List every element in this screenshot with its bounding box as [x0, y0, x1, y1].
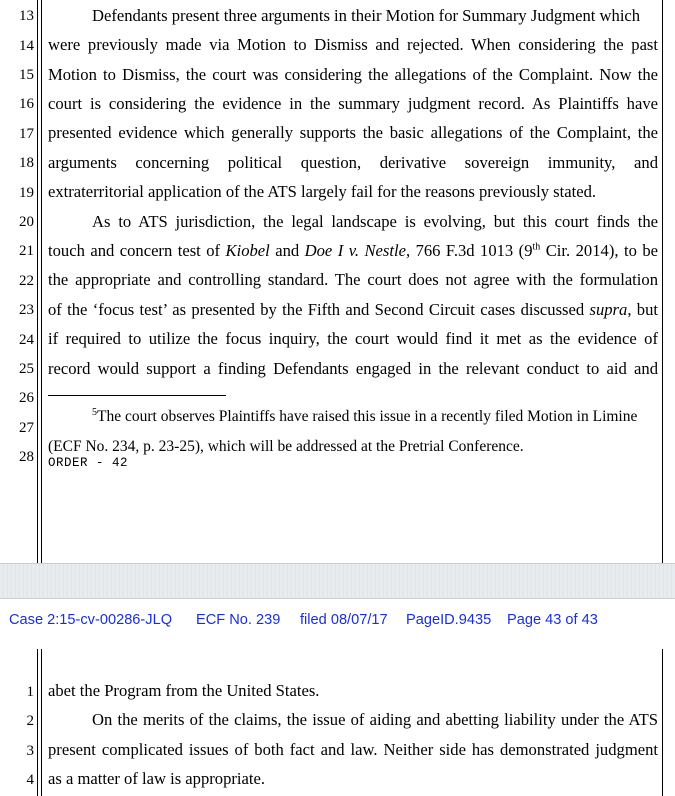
line-number: 23 [19, 302, 34, 318]
text-line: Motion to Dismiss, the court was considering the allegations of the Complaint. Now the [48, 65, 658, 84]
line-number: 4 [26, 772, 34, 788]
line-number: 17 [19, 126, 34, 142]
left-margin-rule-outer [37, 649, 38, 796]
text-line: present complicated issues of both fact and law. Neither side has demonstrated judgment [48, 740, 658, 759]
text-line: arguments concerning political question, derivative sovereign immunity, and [48, 153, 658, 172]
line-number: 16 [19, 96, 34, 112]
line-number: 14 [19, 38, 34, 54]
line-number: 25 [19, 361, 34, 377]
line-number: 18 [19, 155, 34, 171]
text-run: touch and concern test of [48, 241, 226, 260]
case-number: Case 2:15-cv-00286-JLQ [9, 612, 173, 628]
text-line: the appropriate and controlling standard. The court does not agree with the formulation [48, 270, 658, 289]
text-line: if required to utilize the focus inquiry, the court would find it met as the evidence of [48, 329, 658, 348]
ordinal-superscript: th [532, 241, 541, 253]
text-run: Cir. 2014), to be [540, 241, 658, 260]
right-margin-rule [662, 0, 663, 563]
line-number: 27 [19, 420, 34, 436]
text-line: presented evidence which generally supports the basic allegations of the Complaint, the [48, 123, 658, 142]
case-name-kiobel: Kiobel [225, 241, 270, 260]
line-number: 13 [19, 8, 34, 24]
line-number: 3 [26, 743, 34, 759]
text-run: and [269, 241, 305, 260]
filed-date: filed 08/07/17 [300, 612, 388, 628]
page-footer-order: ORDER - 42 [48, 456, 129, 470]
left-margin-rule-inner [41, 649, 42, 796]
text-line-citation [48, 241, 658, 261]
text-line: court is considering the evidence in the summary judgment record. As Plaintiffs have [48, 94, 658, 113]
page-id: PageID.9435 [406, 612, 492, 628]
text-line: as a matter of law is appropriate. [48, 769, 266, 788]
supra-italic: supra [589, 300, 628, 319]
line-number: 19 [19, 185, 34, 201]
left-margin-rule-inner [41, 0, 42, 563]
left-margin-rule-outer [37, 0, 38, 563]
text-run: , 766 F.3d 1013 (9 [405, 241, 533, 260]
text-run: of the ‘focus test’ as presented by the Fifth and Second Circuit cases discussed [48, 300, 590, 319]
text-run: , but [627, 300, 658, 319]
text-line: were previously made via Motion to Dismiss and rejected. When considering the past [48, 35, 658, 54]
line-number: 15 [19, 67, 34, 83]
page-separator [0, 563, 675, 599]
text-line [48, 300, 658, 320]
line-number: 24 [19, 332, 34, 348]
text-line: abet the Program from the United States. [48, 681, 320, 700]
text-line: record would support a finding Defendants engaged in the relevant conduct to aid and [48, 359, 658, 378]
line-number: 20 [19, 214, 34, 230]
footnote-marker: 5 [92, 406, 97, 418]
ecf-number: ECF No. 239 [196, 612, 281, 628]
footnote-text: The court observes Plaintiffs have raised this issue in a recently filed Motion in Limine [97, 408, 638, 425]
right-margin-rule [662, 649, 663, 796]
footnote-line: (ECF No. 234, p. 23-25), which will be addressed at the Pretrial Conference. [48, 438, 524, 455]
footnote-line [92, 407, 658, 426]
footnote-separator [48, 395, 226, 396]
text-line: As to ATS jurisdiction, the legal landscape is evolving, but this court finds the [92, 212, 658, 231]
document-page-43 [0, 597, 675, 796]
line-number: 2 [26, 713, 34, 729]
line-number: 21 [19, 243, 34, 259]
text-line: Defendants present three arguments in their Motion for Summary Judgment which [92, 6, 641, 25]
line-number: 1 [26, 684, 34, 700]
line-number: 26 [19, 390, 34, 406]
text-line: extraterritorial application of the ATS largely fail for the reasons previously stated. [48, 182, 597, 201]
case-name-nestle: Doe I v. Nestle [304, 241, 406, 260]
text-line: On the merits of the claims, the issue of aiding and abetting liability under the ATS [92, 710, 658, 729]
line-number: 28 [19, 449, 34, 465]
page-count: Page 43 of 43 [507, 612, 598, 628]
line-number: 22 [19, 273, 34, 289]
